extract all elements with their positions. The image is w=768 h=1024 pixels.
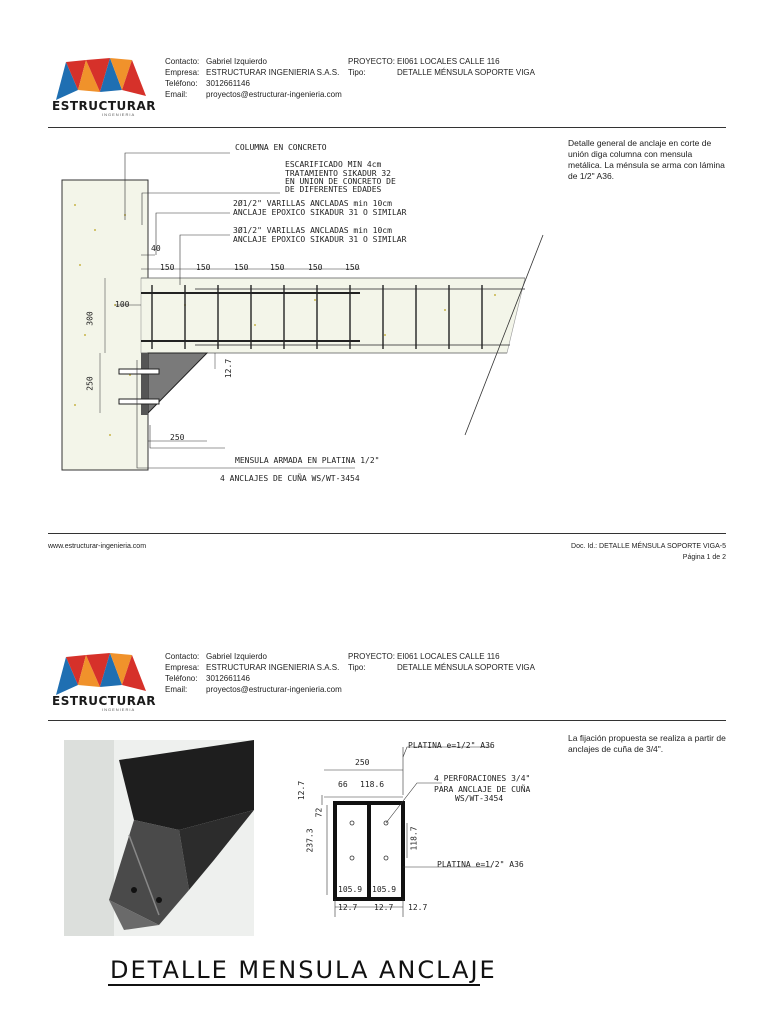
dim-105-9-a: 105.9 [338, 885, 363, 894]
dim-12-7-vertical: 12.7 [297, 780, 307, 801]
dim-12-7-b: 12.7 [374, 903, 394, 912]
phone-label: Teléfono: [165, 79, 198, 88]
label-bars-top-2: ANCLAJE EPOXICO SIKADUR 31 O SIMILAR [233, 208, 407, 217]
label-perforaciones-3: WS/WT-3454 [455, 794, 504, 803]
email-link[interactable]: proyectos@estructurar-ingenieria.com [206, 90, 342, 99]
logo-text: ESTRUCTURAR [52, 99, 157, 113]
phone-value-2: 3012661146 [206, 674, 250, 683]
company-logo [52, 52, 157, 118]
footer-page-number: Página 1 de 2 [682, 554, 726, 561]
dim-stirrup-3: 150 [234, 263, 249, 272]
project-label: PROYECTO: [348, 57, 395, 66]
dim-12-7: 12.7 [224, 358, 234, 379]
bracket-render-image [64, 740, 254, 936]
company-value-2: ESTRUCTURAR INGENIERIA S.A.S. [206, 663, 340, 672]
dim-stirrup-5: 150 [308, 263, 323, 272]
dim-stirrup-2: 150 [196, 263, 211, 272]
label-escarificado-3: EN UNION DE CONCRETO DE [285, 177, 396, 186]
contact-value-2: Gabriel Izquierdo [206, 652, 267, 661]
dim-300: 300 [85, 311, 95, 326]
type-label: Tipo: [348, 68, 366, 77]
dim-105-9-b: 105.9 [372, 885, 397, 894]
label-escarificado-1: ESCARIFICADO MIN 4cm [285, 160, 382, 169]
website-link-page-1[interactable]: www.estructurar-ingenieria.com [48, 543, 147, 550]
logo-subtext: INGENIERIA [102, 112, 136, 117]
label-escarificado-2: TRATAMIENTO SIKADUR 32 [285, 169, 391, 178]
label-perforaciones-2: PARA ANCLAJE DE CUÑA [434, 785, 531, 794]
dim-12-7-c: 12.7 [408, 903, 428, 912]
description-page-2: La fijación propuesta se realiza a partir de anclajes de cuña de 3/4". [568, 733, 726, 754]
drawing-title: DETALLE MENSULA ANCLAJE [110, 956, 497, 984]
dim-250-horizontal: 250 [170, 433, 185, 442]
label-platina-top: PLATINA e=1/2" A36 [408, 741, 495, 750]
section-drawing [55, 135, 555, 490]
contact-label-2: Contacto: [165, 652, 200, 661]
company-logo-2 [52, 647, 157, 713]
dim-stirrup-4: 150 [270, 263, 285, 272]
dim-100: 100 [115, 300, 130, 309]
description-page-1: Detalle general de anclaje en corte de unión diga columna con mensula metálica. La ménsula se arma con lámina de 1/2" A36. [568, 138, 725, 181]
dim-237-3: 237.3 [305, 828, 315, 853]
dim-72: 72 [314, 807, 324, 818]
phone-label-2: Teléfono: [165, 674, 198, 683]
logo-text-2: ESTRUCTURAR [52, 694, 157, 708]
header-page-1 [0, 0, 768, 130]
header-divider-page-1 [48, 127, 726, 128]
label-perforaciones-1: 4 PERFORACIONES 3/4" [434, 774, 531, 783]
label-bars-bot-2: ANCLAJE EPOXICO SIKADUR 31 O SIMILAR [233, 235, 407, 244]
label-bars-bot-1: 3Ø1/2" VARILLAS ANCLADAS min 10cm [233, 226, 392, 235]
dim-stirrup-6: 150 [345, 263, 360, 272]
company-label: Empresa: [165, 68, 200, 77]
header-page-2 [0, 595, 768, 725]
project-value-2: EI061 LOCALES CALLE 116 [397, 652, 500, 661]
project-value: EI061 LOCALES CALLE 116 [397, 57, 500, 66]
label-mensula: MENSULA ARMADA EN PLATINA 1/2" [235, 456, 380, 465]
footer-divider-page-1 [48, 533, 726, 534]
dim-250-vertical: 250 [85, 376, 95, 391]
header-divider-page-2 [48, 720, 726, 721]
footer-doc-id: Doc. Id.: DETALLE MÉNSULA SOPORTE VIGA-5 [571, 543, 726, 550]
type-label-2: Tipo: [348, 663, 366, 672]
type-value: DETALLE MÉNSULA SOPORTE VIGA [397, 68, 535, 77]
dim-plate-250: 250 [355, 758, 370, 767]
phone-value: 3012661146 [206, 79, 250, 88]
company-value: ESTRUCTURAR INGENIERIA S.A.S. [206, 68, 340, 77]
company-label-2: Empresa: [165, 663, 200, 672]
label-anclajes: 4 ANCLAJES DE CUÑA WS/WT-3454 [220, 474, 360, 483]
label-column: COLUMNA EN CONCRETO [235, 143, 327, 152]
dim-66: 66 [338, 780, 348, 789]
email-label-2: Email: [165, 685, 188, 694]
dim-stirrup-1: 150 [160, 263, 175, 272]
email-link-2[interactable]: proyectos@estructurar-ingenieria.com [206, 685, 342, 694]
contact-label: Contacto: [165, 57, 200, 66]
logo-subtext-2: INGENIERIA [102, 707, 136, 712]
contact-value: Gabriel Izquierdo [206, 57, 267, 66]
project-label-2: PROYECTO: [348, 652, 395, 661]
dim-40: 40 [151, 244, 161, 253]
dim-118-6: 118.6 [360, 780, 385, 789]
dim-12-7-a: 12.7 [338, 903, 358, 912]
dim-118-7: 118.7 [409, 826, 419, 851]
label-escarificado-4: DE DIFERENTES EDADES [285, 185, 382, 194]
title-underline [108, 984, 480, 986]
plate-drawing [292, 735, 562, 920]
email-label: Email: [165, 90, 188, 99]
label-bars-top-1: 2Ø1/2" VARILLAS ANCLADAS min 10cm [233, 199, 392, 208]
type-value-2: DETALLE MÉNSULA SOPORTE VIGA [397, 663, 535, 672]
label-platina-bottom: PLATINA e=1/2" A36 [437, 860, 524, 869]
